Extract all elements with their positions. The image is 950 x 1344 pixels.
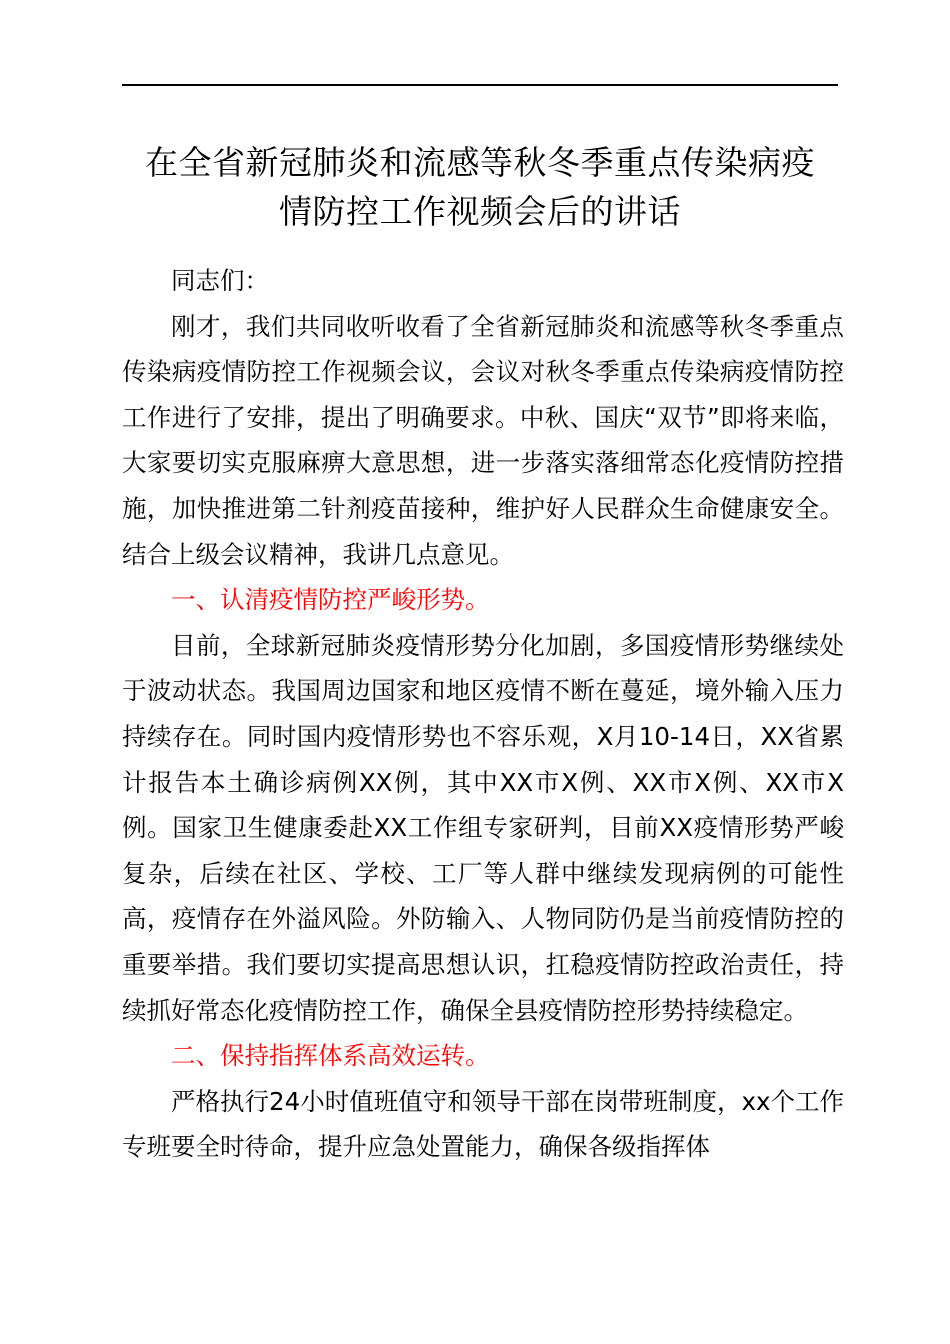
- intro-paragraph: 刚才，我们共同收听收看了全省新冠肺炎和流感等秋冬季重点传染病疫情防控工作视频会议，会议对秋冬季重点传染病疫情防控工作进行了安排，提出了明确要求。中秋、国庆“双节”即将来临，大家要切实克服麻痹大意思想，进一步落实落细常态化疫情防控措施，加快推进第二针剂疫苗接种，维护好人民群众生命健康安全。结合上级会议精神，我讲几点意见。: [122, 311, 844, 569]
- title-line-2: 情防控工作视频会后的讲话: [279, 192, 681, 231]
- section-heading-2: 二、保持指挥体系高效运转。: [171, 1041, 490, 1071]
- section-heading-1: 一、认清疫情防控严峻形势。: [171, 585, 490, 615]
- section-2-paragraph: 严格执行24小时值班值守和领导干部在岗带班制度，xx个工作专班要全时待命，提升应急处置能力，确保各级指挥体: [122, 1086, 844, 1162]
- section-1-paragraph: 目前，全球新冠肺炎疫情形势分化加剧，多国疫情形势继续处于波动状态。我国周边国家和地区疫情不断在蔓延，境外输入压力持续存在。同时国内疫情形势也不容乐观，X月10-14日，XX省累计报告本土确诊病例XX例，其中XX市X例、XX市X例、XX市X例。国家卫生健康委赴XX工作组专家研判，目前XX疫情形势严峻复杂，后续在社区、学校、工厂等人群中继续发现病例的可能性高，疫情存在外溢风险。外防输入、人物同防仍是当前疫情防控的重要举措。我们要切实提高思想认识，扛稳疫情防控政治责任，持续抓好常态化疫情防控工作，确保全县疫情防控形势持续稳定。: [122, 630, 844, 1025]
- title-line-1: 在全省新冠肺炎和流感等秋冬季重点传染病疫: [145, 143, 815, 182]
- salutation: 同志们：: [171, 266, 269, 295]
- document-body: [122, 258, 844, 1170]
- header-rule: [122, 84, 838, 86]
- document-title: [110, 138, 850, 236]
